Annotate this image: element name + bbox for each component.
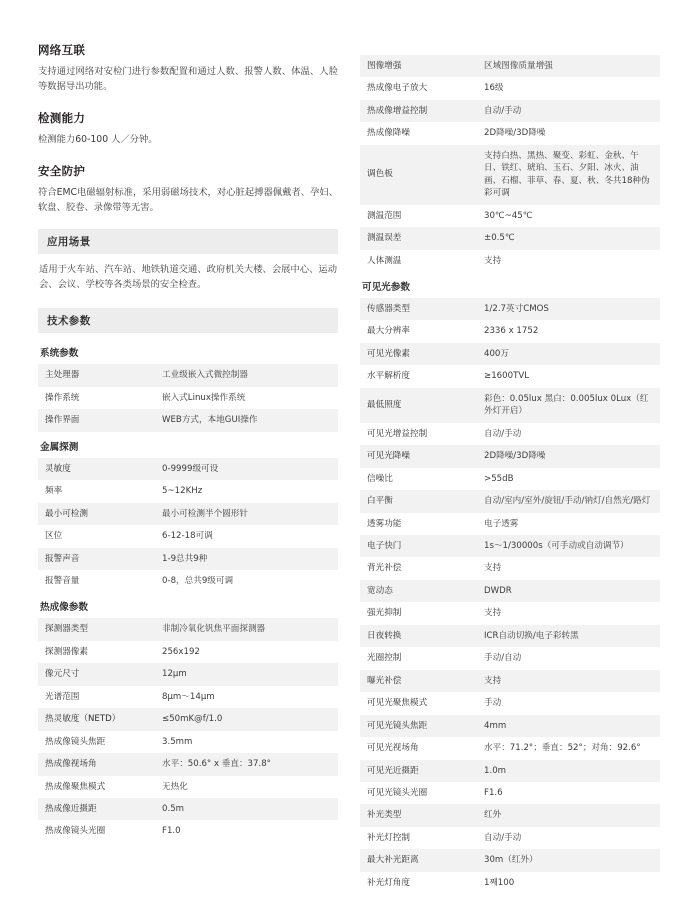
spec-value: 1째100 bbox=[477, 872, 660, 894]
spec-key: 强光抑制 bbox=[360, 602, 477, 624]
spec-key: 可见光像素 bbox=[360, 343, 477, 365]
spec-key: 报警声音 bbox=[38, 548, 155, 570]
table-row bbox=[360, 535, 660, 557]
spec-value: F1.6 bbox=[477, 782, 660, 804]
table-row bbox=[360, 320, 660, 342]
table-row bbox=[38, 708, 338, 730]
spec-value: 6-12-18可调 bbox=[155, 525, 338, 547]
table-row bbox=[38, 525, 338, 547]
table-row bbox=[360, 827, 660, 849]
spec-key: 可见光镜头焦距 bbox=[360, 715, 477, 737]
table-row bbox=[360, 227, 660, 249]
table-row bbox=[360, 580, 660, 602]
spec-key: 区位 bbox=[38, 525, 155, 547]
table-row bbox=[38, 776, 338, 798]
table-row bbox=[360, 692, 660, 714]
table-row bbox=[38, 798, 338, 820]
spec-key: 操作系统 bbox=[38, 387, 155, 409]
spec-key: 透雾功能 bbox=[360, 513, 477, 535]
table-row bbox=[360, 804, 660, 826]
table-row bbox=[38, 663, 338, 685]
spec-key: 可见光增益控制 bbox=[360, 423, 477, 445]
table-row bbox=[360, 250, 660, 272]
spec-value: 8μm～14μm bbox=[155, 686, 338, 708]
spec-key: 白平衡 bbox=[360, 490, 477, 512]
spec-key: 宽动态 bbox=[360, 580, 477, 602]
spec-table-thermal bbox=[38, 618, 338, 843]
spec-value: 30℃~45℃ bbox=[477, 205, 660, 227]
spec-group-visible-light bbox=[360, 272, 660, 894]
spec-value: 自动/手动 bbox=[477, 423, 660, 445]
table-row bbox=[360, 557, 660, 579]
spec-value: 自动/室内/室外/旋钮/手动/钠灯/自然光/路灯 bbox=[477, 490, 660, 512]
section-banner-specs: 技术参数 bbox=[38, 308, 338, 333]
spec-key: 像元尺寸 bbox=[38, 663, 155, 685]
table-row bbox=[360, 77, 660, 99]
table-row bbox=[38, 503, 338, 525]
spec-key: 最大分辨率 bbox=[360, 320, 477, 342]
table-row bbox=[360, 737, 660, 759]
table-row bbox=[360, 55, 660, 77]
group-label: 热成像参数 bbox=[40, 602, 88, 614]
spec-table-visible-light bbox=[360, 298, 660, 894]
table-row bbox=[360, 423, 660, 445]
intro-title: 网络互联 bbox=[38, 43, 86, 57]
spec-group-system bbox=[38, 342, 338, 431]
spec-value: 无热化 bbox=[155, 776, 338, 798]
spec-key: 最小可检测 bbox=[38, 503, 155, 525]
spec-key: 人体测温 bbox=[360, 250, 477, 272]
right-column bbox=[360, 42, 660, 894]
table-row bbox=[360, 343, 660, 365]
table-row bbox=[360, 647, 660, 669]
spec-key: 灵敏度 bbox=[38, 458, 155, 480]
left-column bbox=[38, 42, 338, 843]
spec-key: 可见光聚焦模式 bbox=[360, 692, 477, 714]
table-row bbox=[360, 445, 660, 467]
spec-key: 背光补偿 bbox=[360, 557, 477, 579]
table-row bbox=[38, 409, 338, 431]
scenarios-body: 适用于火车站、汽车站、地铁轨道交通、政府机关大楼、会展中心、运动会、会议、学校等各类场景的安全检查。 bbox=[39, 264, 337, 291]
spec-key: 热成像视场角 bbox=[38, 753, 155, 775]
spec-value: 0-9999级可设 bbox=[155, 458, 338, 480]
intro-body: 检测能力60-100 人／分钟。 bbox=[38, 134, 158, 146]
spec-key: 光谱范围 bbox=[38, 686, 155, 708]
table-row bbox=[38, 686, 338, 708]
spec-value: 手动/自动 bbox=[477, 647, 660, 669]
spec-value: 1-9总共9种 bbox=[155, 548, 338, 570]
spec-value: 256x192 bbox=[155, 641, 338, 663]
table-row bbox=[360, 715, 660, 737]
spec-value: ≤50mK@f/1.0 bbox=[155, 708, 338, 730]
intro-title: 安全防护 bbox=[38, 164, 86, 179]
spec-key: 曝光补偿 bbox=[360, 670, 477, 692]
spec-value: 2D降噪/3D降噪 bbox=[477, 122, 660, 144]
spec-value: 0.5m bbox=[155, 798, 338, 820]
two-column-layout bbox=[38, 42, 672, 894]
spec-value: 支持 bbox=[477, 250, 660, 272]
table-row bbox=[360, 100, 660, 122]
spec-value: 非制冷氧化钒焦平面探测器 bbox=[155, 618, 338, 640]
spec-value: 4mm bbox=[477, 715, 660, 737]
spec-value: 0-8，总共9级可调 bbox=[155, 570, 338, 592]
table-row bbox=[38, 548, 338, 570]
intro-block-safety bbox=[38, 163, 338, 215]
table-row bbox=[38, 364, 338, 386]
spec-value: >55dB bbox=[477, 468, 660, 490]
spec-key: 频率 bbox=[38, 480, 155, 502]
table-row bbox=[38, 480, 338, 502]
spec-key: 报警音量 bbox=[38, 570, 155, 592]
spec-value: 12μm bbox=[155, 663, 338, 685]
table-row bbox=[38, 387, 338, 409]
spec-key: 补光灯角度 bbox=[360, 872, 477, 894]
spec-key: 热成像镜头光圈 bbox=[38, 820, 155, 842]
spec-key: 传感器类型 bbox=[360, 298, 477, 320]
spec-value: 30m（红外） bbox=[477, 849, 660, 871]
intro-block-detection bbox=[38, 110, 338, 147]
spec-value: 5~12KHz bbox=[155, 480, 338, 502]
spec-key: 最低照度 bbox=[360, 388, 477, 423]
spec-key: 热灵敏度（NETD） bbox=[38, 708, 155, 730]
spec-value: 支持 bbox=[477, 670, 660, 692]
spec-key: 探测器像素 bbox=[38, 641, 155, 663]
group-label: 可见光参数 bbox=[362, 281, 410, 293]
spec-key: 可见光镜头光圈 bbox=[360, 782, 477, 804]
table-row bbox=[360, 490, 660, 512]
spec-value: 水平：71.2°；垂直：52°；对角：92.6° bbox=[477, 737, 660, 759]
spec-key: 可见光视场角 bbox=[360, 737, 477, 759]
table-row bbox=[360, 468, 660, 490]
spec-key: 可见光降噪 bbox=[360, 445, 477, 467]
table-row bbox=[360, 872, 660, 894]
spec-table-thermal-cont bbox=[360, 55, 660, 272]
spec-value: 2D降噪/3D降噪 bbox=[477, 445, 660, 467]
spec-value: 区域图像质量增强 bbox=[477, 55, 660, 77]
spec-key: 光圈控制 bbox=[360, 647, 477, 669]
table-row bbox=[360, 760, 660, 782]
spec-key: 日夜转换 bbox=[360, 625, 477, 647]
table-row bbox=[38, 731, 338, 753]
spec-value: 自动/手动 bbox=[477, 827, 660, 849]
spec-value: 3.5mm bbox=[155, 731, 338, 753]
spec-key: 探测器类型 bbox=[38, 618, 155, 640]
spec-value: 1/2.7英寸CMOS bbox=[477, 298, 660, 320]
spec-value: 2336 x 1752 bbox=[477, 320, 660, 342]
table-row bbox=[360, 365, 660, 387]
spec-key: 补光灯控制 bbox=[360, 827, 477, 849]
spec-key: 信噪比 bbox=[360, 468, 477, 490]
spec-table-metal bbox=[38, 458, 338, 593]
spec-value: 16级 bbox=[477, 77, 660, 99]
table-row bbox=[38, 641, 338, 663]
spec-key: 热成像电子放大 bbox=[360, 77, 477, 99]
table-row bbox=[38, 570, 338, 592]
spec-value: WEB方式，本地GUI操作 bbox=[155, 409, 338, 431]
spec-group-thermal bbox=[38, 592, 338, 843]
spec-key: 主处理器 bbox=[38, 364, 155, 386]
table-row bbox=[360, 145, 660, 205]
table-row bbox=[38, 618, 338, 640]
intro-title: 检测能力 bbox=[38, 111, 86, 126]
spec-value: 水平：50.6° x 垂直：37.8° bbox=[155, 753, 338, 775]
table-row bbox=[38, 753, 338, 775]
spec-value: 嵌入式Linux操作系统 bbox=[155, 387, 338, 409]
table-row bbox=[360, 782, 660, 804]
spec-key: 测温范围 bbox=[360, 205, 477, 227]
table-row bbox=[360, 602, 660, 624]
spec-value: 手动 bbox=[477, 692, 660, 714]
spec-value: 支持 bbox=[477, 602, 660, 624]
table-row bbox=[360, 122, 660, 144]
table-row bbox=[360, 849, 660, 871]
table-row bbox=[360, 670, 660, 692]
spec-value: 电子透雾 bbox=[477, 513, 660, 535]
table-row bbox=[38, 820, 338, 842]
table-row bbox=[360, 298, 660, 320]
spec-value: 1.0m bbox=[477, 760, 660, 782]
intro-body: 符合EMC电磁辐射标准，采用弱磁场技术，对心脏起搏器佩戴者、孕妇、软盘、胶卷、录像带等无害。 bbox=[38, 187, 338, 214]
spec-table-system bbox=[38, 364, 338, 431]
spec-value: 1s～1/30000s（可手动或自动调节） bbox=[477, 535, 660, 557]
spec-value: ±0.5℃ bbox=[477, 227, 660, 249]
spec-key: 图像增强 bbox=[360, 55, 477, 77]
spec-value: 彩色：0.05lux 黑白：0.005lux 0Lux（红外灯开启） bbox=[477, 388, 660, 423]
spec-value: 最小可检测半个圆形针 bbox=[155, 503, 338, 525]
spec-value: DWDR bbox=[477, 580, 660, 602]
group-label: 金属探测 bbox=[40, 441, 79, 453]
spec-value: ≥1600TVL bbox=[477, 365, 660, 387]
table-row bbox=[360, 625, 660, 647]
table-row bbox=[360, 513, 660, 535]
table-row bbox=[38, 458, 338, 480]
spec-key: 操作界面 bbox=[38, 409, 155, 431]
spec-key: 调色板 bbox=[360, 145, 477, 205]
spec-group-metal bbox=[38, 432, 338, 593]
intro-body: 支持通过网络对安检门进行参数配置和通过人数、报警人数、体温、人脸等数据导出功能。 bbox=[38, 66, 338, 93]
spec-value: 支持白热、黑热、聚变、彩虹、金秋、午日、铁红、琥珀、玉石、夕阳、冰火、油画、石榴、菲草、春、夏、秋、冬共18种伪彩可调 bbox=[477, 145, 660, 205]
spec-key: 补光类型 bbox=[360, 804, 477, 826]
group-label: 系统参数 bbox=[40, 348, 79, 360]
intro-block-network bbox=[38, 42, 338, 94]
spec-key: 最大补光距离 bbox=[360, 849, 477, 871]
spec-key: 热成像聚焦模式 bbox=[38, 776, 155, 798]
spec-key: 水平解析度 bbox=[360, 365, 477, 387]
spec-value: ICR自动切换/电子彩转黑 bbox=[477, 625, 660, 647]
spec-value: F1.0 bbox=[155, 820, 338, 842]
spec-value: 自动/手动 bbox=[477, 100, 660, 122]
spec-value: 400万 bbox=[477, 343, 660, 365]
spec-key: 可见光近摄距 bbox=[360, 760, 477, 782]
spec-value: 支持 bbox=[477, 557, 660, 579]
spec-key: 热成像增益控制 bbox=[360, 100, 477, 122]
spec-key: 热成像近摄距 bbox=[38, 798, 155, 820]
spec-value: 红外 bbox=[477, 804, 660, 826]
table-row bbox=[360, 205, 660, 227]
spec-key: 热成像降噪 bbox=[360, 122, 477, 144]
table-row bbox=[360, 388, 660, 423]
spec-value: 工业级嵌入式微控制器 bbox=[155, 364, 338, 386]
spec-key: 电子快门 bbox=[360, 535, 477, 557]
spec-key: 热成像镜头焦距 bbox=[38, 731, 155, 753]
spec-key: 测温误差 bbox=[360, 227, 477, 249]
section-banner-scenarios: 应用场景 bbox=[38, 229, 338, 254]
